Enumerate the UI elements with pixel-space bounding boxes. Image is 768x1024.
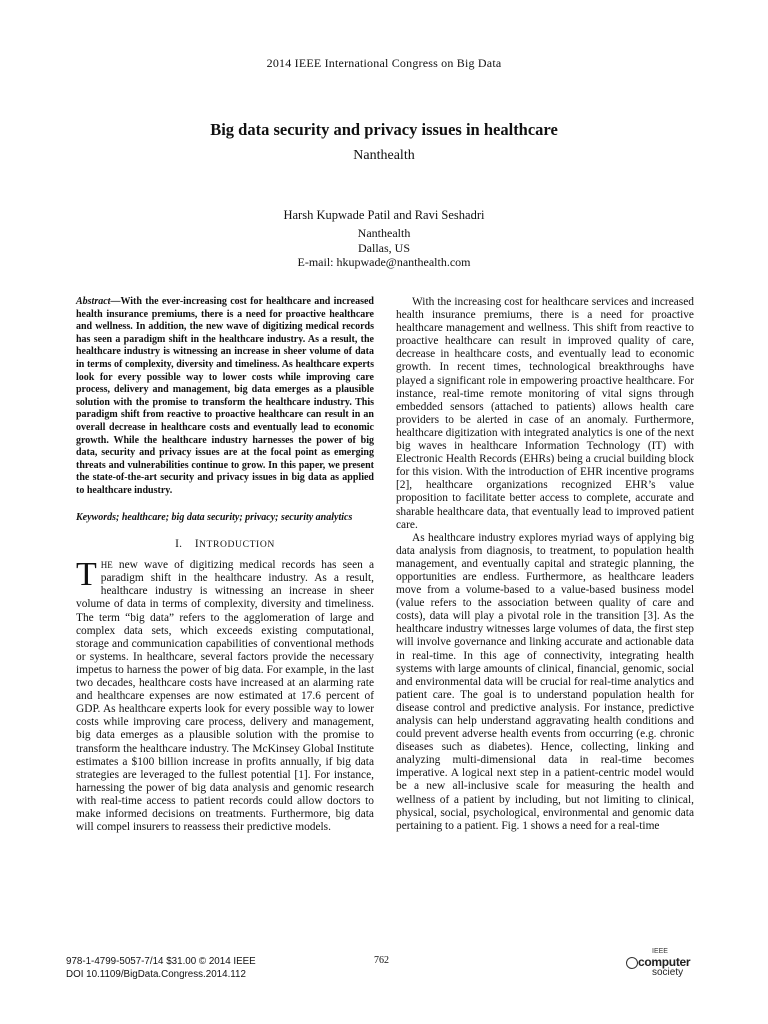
drop-cap: T bbox=[76, 556, 97, 594]
globe-icon bbox=[626, 957, 638, 969]
section-number: I. bbox=[175, 538, 183, 551]
body-paragraph-2: As healthcare industry explores myriad ways of applying big data analysis from diagnosis, to treatment, to population health management, and eventually capital and strategic planning, the opportunities are endless. Furthermore, as healthcare leaders move from a volume-based to a value-based business model (value refers to the association between quality of care and costs), data will play a pivotal role in the transition [3]. As the healthcare industry witnesses large volumes of data, the first step will involve governance and linking accurate and actionable data in real-time. In this age of connectivity, integrating health systems with large amounts of clinical, financial, genomic, social and environmental data will be crucial for real-time analytics and patient care. The goal is to understand population health for disease control and predictive analysis. For instance, predictive analysis can help understand aggravating health conditions and could prevent adverse health events from occurring (e.g. chronic diseases such as diabetes). Hence, collecting, linking and analyzing multi-dimensional data in real-time becomes imperative. A logical next step in a patient-centric model would be a new all-inclusive scale for measuring the health and wellness of a patient by including, but not limiting to clinical, physical, social, psychological, environmental and genomic data pertaining to a patient. Fig. 1 shows a need for a real-time bbox=[396, 531, 694, 832]
affiliation-location: Dallas, US bbox=[358, 240, 410, 255]
abstract-text: —With the ever-increasing cost for healthcare and increased health insurance premiums, there is a need for proactive healthcare and wellness. In addition, the new wave of digitizing medical records has seen a paradigm shift in the healthcare industry. As a result, the healthcare industry is witnessing an increase in sheer volume of data in terms of complexity, diversity and timeliness. As healthcare experts look for every possible way to lower costs while improving care process, delivery and management, big data emerges as a plausible solution with the promise to transform the healthcare industry. This paradigm shift from reactive to proactive healthcare can result in an overall decrease in healthcare costs and eventually lead to economic growth. While the healthcare industry harnesses the power of big data, security and privacy issues are at the focal point as emerging threats and vulnerabilities continue to grow. In this paper, we present the state-of-the-art security and privacy issues in big data as applied to healthcare industry. bbox=[76, 296, 374, 496]
section-title-rest: NTRODUCTION bbox=[199, 539, 275, 551]
intro-text: new wave of digitizing medical records has seen a paradigm shift in the healthcare industry. As a result, healthcare industry is witnessing an increase in sheer volume of data in terms of complexity, diversity and timeliness. The term “big data” refers to the agglomeration of large and complex data sets, which exceeds existing computational, storage and communication capabilities of conventional methods or systems. In healthcare, several factors provide the necessary impetus to harness the power of big data. For example, in the last two decades, healthcare costs have increased at an alarming rate and healthcare expenses are now estimated at 17.6 percent of GDP. As healthcare experts look for every possible way to lower costs while improving care process, delivery and management, big data emerges as a plausible solution with the promise to transform the healthcare industry. The McKinsey Global Institute estimates a $100 billion increase in profits annually, if big data strategies are leveraged to the fullest potential [1]. For instance, harnessing the power of big data analysis and genomic research with real-time access to patient records could allow doctors to make informed decisions on treatments. Furthermore, big data will compel insurers to reassess their predictive models. bbox=[76, 559, 374, 834]
affiliation-org: Nanthealth bbox=[357, 226, 411, 240]
conference-header: 2014 IEEE International Congress on Big Data bbox=[266, 56, 502, 70]
intro-paragraph bbox=[76, 556, 374, 834]
section-heading-introduction bbox=[76, 538, 374, 551]
computer-society-logo bbox=[622, 948, 702, 980]
footer-identifiers bbox=[66, 955, 256, 981]
footer-isbn: 978-1-4799-5057-7/14 $31.00 © 2014 IEEE bbox=[66, 956, 256, 967]
keywords: Keywords; healthcare; big data security; privacy; security analytics bbox=[76, 511, 353, 523]
intro-caps: HE bbox=[100, 560, 113, 571]
body-paragraph-1: With the increasing cost for healthcare services and increased health insurance premiums, there is a need for proactive healthcare management and wellness. This shift from reactive to proactive healthcare can result in improved quality of care, decrease in healthcare costs, and eventually lead to economic growth. In recent times, technological breakthroughs have played a significant role in empowering proactive healthcare. For instance, real-time remote monitoring of vital signs through embedded sensors (attached to patients) allows health care providers to be alerted in case of an anomaly. Furthermore, healthcare digitization with integrated analytics is one of the next big waves in healthcare Information Technology (IT) with Electronic Health Records (EHRs) being a crucial building block for this vision. With the introduction of EHR incentive programs [2], healthcare organizations recognized EHR’s value proposition to facilitate better access to complete, accurate and sharable healthcare data, that eventually lead to improved patient care. bbox=[396, 296, 694, 531]
left-column bbox=[76, 296, 374, 834]
abstract-label: Abstract bbox=[76, 296, 111, 307]
affiliation-email: E-mail: hkupwade@nanthealth.com bbox=[297, 255, 471, 269]
logo-computer-text: computer bbox=[638, 955, 691, 969]
logo-society-text: society bbox=[652, 967, 684, 978]
right-column bbox=[396, 296, 694, 833]
affiliation-block bbox=[0, 226, 768, 270]
footer-doi: DOI 10.1109/BigData.Congress.2014.112 bbox=[66, 969, 246, 980]
paper-title: Big data security and privacy issues in healthcare bbox=[210, 120, 558, 139]
abstract bbox=[76, 296, 374, 498]
logo-ieee-text: IEEE bbox=[652, 948, 668, 955]
paper-subtitle: Nanthealth bbox=[353, 148, 415, 163]
author-names: Harsh Kupwade Patil and Ravi Seshadri bbox=[283, 208, 485, 222]
page-number: 762 bbox=[374, 955, 389, 966]
section-first-letter: I bbox=[194, 538, 200, 551]
